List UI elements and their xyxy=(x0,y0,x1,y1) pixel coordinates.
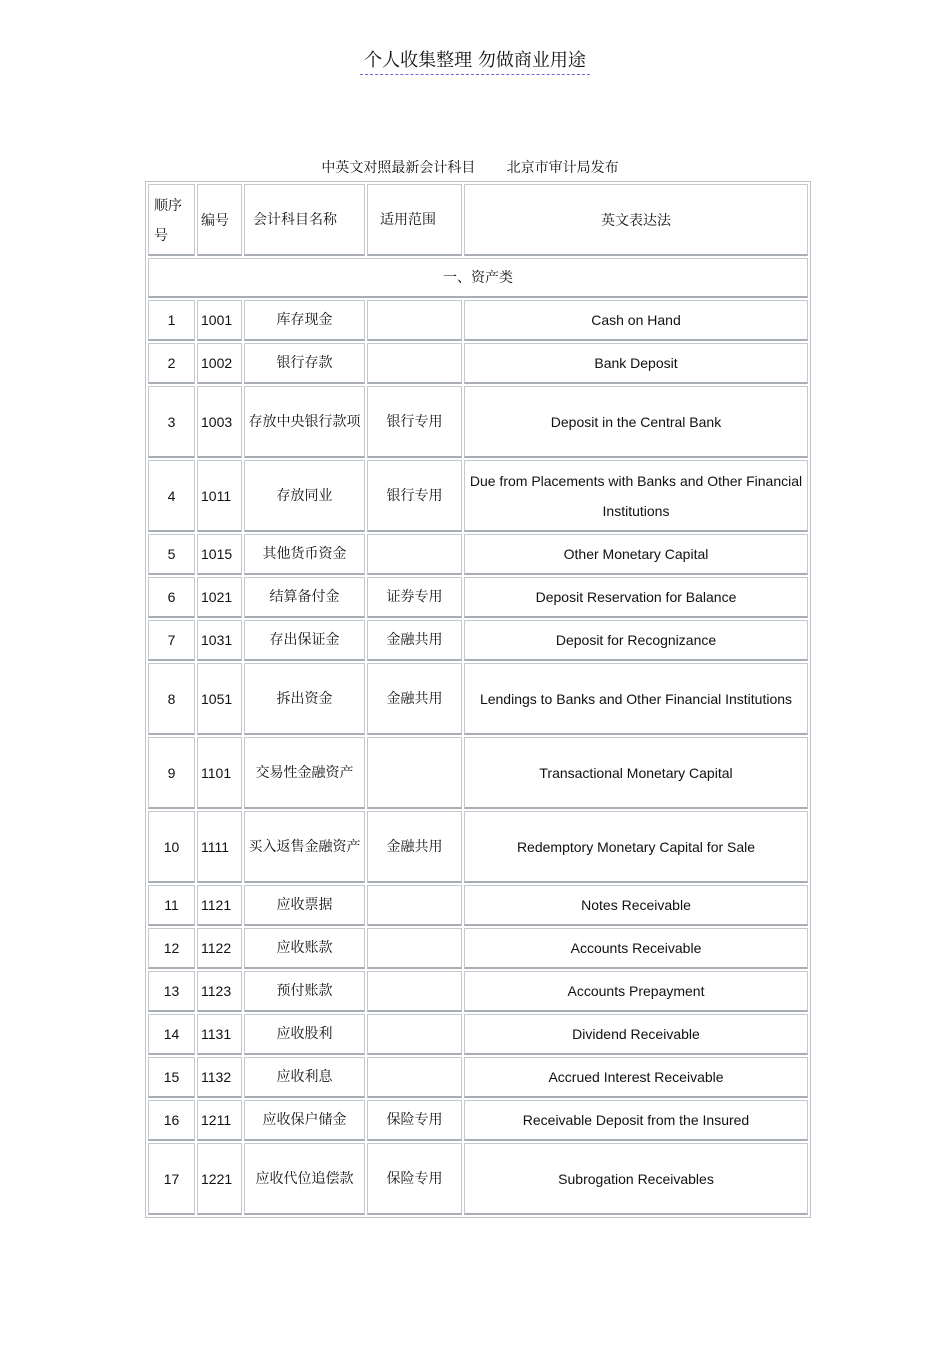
cell-code: 1122 xyxy=(197,928,242,969)
cell-english-name: Transactional Monetary Capital xyxy=(464,737,808,809)
watermark-header xyxy=(0,46,950,72)
cell-code: 1211 xyxy=(197,1100,242,1141)
cell-english-name: Deposit for Recognizance xyxy=(464,620,808,661)
header-scope: 适用范围 xyxy=(367,184,462,256)
cell-scope: 金融共用 xyxy=(367,811,462,883)
cell-english-name: Deposit in the Central Bank xyxy=(464,386,808,458)
cell-scope: 银行专用 xyxy=(367,460,462,532)
cell-seq: 13 xyxy=(148,971,195,1012)
cell-seq: 10 xyxy=(148,811,195,883)
cell-seq: 5 xyxy=(148,534,195,575)
cell-scope: 银行专用 xyxy=(367,386,462,458)
cell-code: 1011 xyxy=(197,460,242,532)
cell-english-name: Bank Deposit xyxy=(464,343,808,384)
cell-account-name: 存放同业 xyxy=(244,460,365,532)
cell-code: 1121 xyxy=(197,885,242,926)
cell-seq: 17 xyxy=(148,1143,195,1215)
cell-seq: 8 xyxy=(148,663,195,735)
cell-account-name: 存出保证金 xyxy=(244,620,365,661)
table-row xyxy=(148,1057,808,1098)
cell-english-name: Dividend Receivable xyxy=(464,1014,808,1055)
cell-seq: 2 xyxy=(148,343,195,384)
table-row xyxy=(148,386,808,458)
cell-scope xyxy=(367,1014,462,1055)
cell-scope: 金融共用 xyxy=(367,663,462,735)
cell-code: 1003 xyxy=(197,386,242,458)
table-header-row xyxy=(148,184,808,256)
table-row xyxy=(148,1014,808,1055)
cell-english-name: Redemptory Monetary Capital for Sale xyxy=(464,811,808,883)
header-english: 英文表达法 xyxy=(464,184,808,256)
header-name: 会计科目名称 xyxy=(244,184,365,256)
cell-code: 1131 xyxy=(197,1014,242,1055)
table-row xyxy=(148,300,808,341)
cell-code: 1021 xyxy=(197,577,242,618)
table-row xyxy=(148,534,808,575)
section-title: 一、资产类 xyxy=(148,258,808,298)
cell-scope: 证券专用 xyxy=(367,577,462,618)
cell-code: 1132 xyxy=(197,1057,242,1098)
table-row xyxy=(148,971,808,1012)
cell-english-name: Subrogation Receivables xyxy=(464,1143,808,1215)
cell-english-name: Accounts Prepayment xyxy=(464,971,808,1012)
cell-code: 1031 xyxy=(197,620,242,661)
table-row xyxy=(148,620,808,661)
cell-account-name: 预付账款 xyxy=(244,971,365,1012)
cell-scope: 金融共用 xyxy=(367,620,462,661)
cell-scope xyxy=(367,1057,462,1098)
header-seq: 顺序号 xyxy=(148,184,195,256)
cell-account-name: 应收利息 xyxy=(244,1057,365,1098)
cell-scope xyxy=(367,343,462,384)
cell-english-name: Receivable Deposit from the Insured xyxy=(464,1100,808,1141)
cell-code: 1111 xyxy=(197,811,242,883)
cell-seq: 6 xyxy=(148,577,195,618)
cell-account-name: 应收票据 xyxy=(244,885,365,926)
cell-scope xyxy=(367,885,462,926)
cell-seq: 12 xyxy=(148,928,195,969)
table-row xyxy=(148,1143,808,1215)
cell-code: 1015 xyxy=(197,534,242,575)
cell-scope: 保险专用 xyxy=(367,1100,462,1141)
cell-seq: 11 xyxy=(148,885,195,926)
cell-account-name: 应收保户储金 xyxy=(244,1100,365,1141)
cell-scope xyxy=(367,534,462,575)
cell-seq: 4 xyxy=(148,460,195,532)
cell-english-name: Accrued Interest Receivable xyxy=(464,1057,808,1098)
cell-account-name: 银行存款 xyxy=(244,343,365,384)
cell-seq: 9 xyxy=(148,737,195,809)
cell-english-name: Cash on Hand xyxy=(464,300,808,341)
cell-code: 1221 xyxy=(197,1143,242,1215)
table-row xyxy=(148,460,808,532)
cell-account-name: 库存现金 xyxy=(244,300,365,341)
cell-account-name: 应收账款 xyxy=(244,928,365,969)
cell-english-name: Lendings to Banks and Other Financial Institutions xyxy=(464,663,808,735)
cell-account-name: 应收股利 xyxy=(244,1014,365,1055)
cell-account-name: 存放中央银行款项 xyxy=(244,386,365,458)
cell-english-name: Notes Receivable xyxy=(464,885,808,926)
cell-account-name: 结算备付金 xyxy=(244,577,365,618)
cell-scope xyxy=(367,971,462,1012)
cell-code: 1051 xyxy=(197,663,242,735)
cell-english-name: Deposit Reservation for Balance xyxy=(464,577,808,618)
cell-code: 1001 xyxy=(197,300,242,341)
cell-seq: 1 xyxy=(148,300,195,341)
table-row xyxy=(148,663,808,735)
section-row xyxy=(148,258,808,298)
cell-scope: 保险专用 xyxy=(367,1143,462,1215)
cell-english-name: Due from Placements with Banks and Other Financial Institutions xyxy=(464,460,808,532)
table-row xyxy=(148,1100,808,1141)
cell-english-name: Other Monetary Capital xyxy=(464,534,808,575)
cell-scope xyxy=(367,928,462,969)
cell-code: 1101 xyxy=(197,737,242,809)
cell-seq: 7 xyxy=(148,620,195,661)
cell-seq: 15 xyxy=(148,1057,195,1098)
table-row xyxy=(148,343,808,384)
cell-account-name: 买入返售金融资产 xyxy=(244,811,365,883)
header-code: 编号 xyxy=(197,184,242,256)
cell-seq: 3 xyxy=(148,386,195,458)
cell-english-name: Accounts Receivable xyxy=(464,928,808,969)
table-row xyxy=(148,737,808,809)
cell-account-name: 拆出资金 xyxy=(244,663,365,735)
cell-account-name: 交易性金融资产 xyxy=(244,737,365,809)
document-title: 中英文对照最新会计科目 北京市审计局发布 xyxy=(321,160,619,176)
cell-code: 1123 xyxy=(197,971,242,1012)
table-row xyxy=(148,811,808,883)
cell-seq: 14 xyxy=(148,1014,195,1055)
cell-account-name: 应收代位追偿款 xyxy=(244,1143,365,1215)
cell-code: 1002 xyxy=(197,343,242,384)
chart-of-accounts-table xyxy=(145,181,811,1218)
cell-seq: 16 xyxy=(148,1100,195,1141)
table-row xyxy=(148,577,808,618)
watermark-text: 个人收集整理 勿做商业用途 xyxy=(360,50,590,75)
cell-scope xyxy=(367,300,462,341)
cell-account-name: 其他货币资金 xyxy=(244,534,365,575)
cell-scope xyxy=(367,737,462,809)
table-row xyxy=(148,885,808,926)
table-row xyxy=(148,928,808,969)
table-body xyxy=(148,184,808,1215)
